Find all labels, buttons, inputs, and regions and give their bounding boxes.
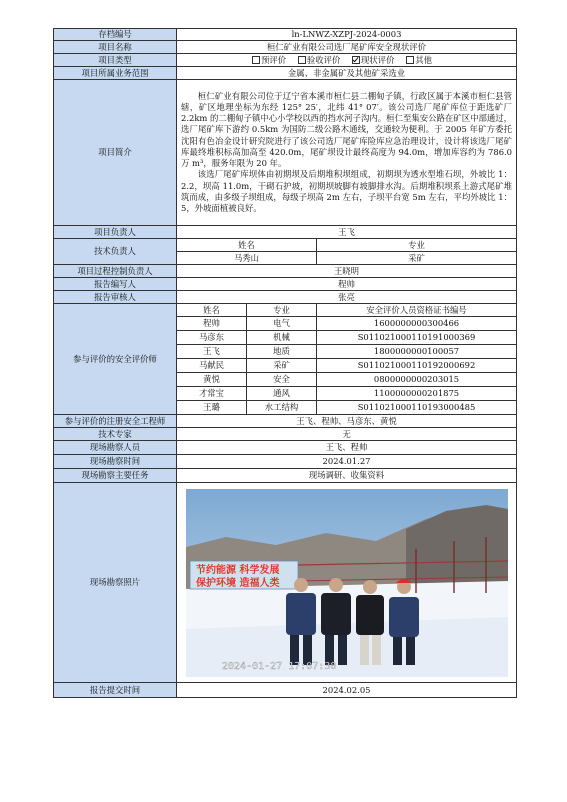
report-reviewer-label: 报告审核人 — [54, 291, 177, 304]
tech-lead-label: 技术负责人 — [54, 239, 177, 265]
site-time-label: 现场勘察时间 — [54, 455, 177, 469]
site-staff-label: 现场勘察人员 — [54, 441, 177, 455]
checkbox-icon — [298, 56, 306, 64]
tech-lead-major-header: 专业 — [317, 239, 517, 252]
tech-lead-major: 采矿 — [317, 252, 517, 265]
tech-experts-label: 技术专家 — [54, 428, 177, 441]
process-control-label: 项目过程控制负责人 — [54, 265, 177, 278]
option-pre-eval: 预评价 — [252, 55, 286, 65]
site-task-value: 现场调研、收集资料 — [177, 469, 517, 483]
banner-text-2: 保护环境 造福人类 — [195, 577, 279, 589]
evaluator-name-header: 姓名 — [177, 304, 247, 317]
evaluator-major: 地质 — [247, 345, 317, 359]
reg-engineers-value: 王飞、程帅、马彦东、黄悦 — [177, 415, 517, 428]
report-writer-value: 程帅 — [177, 278, 517, 291]
tech-experts-value: 无 — [177, 428, 517, 441]
evaluator-cert: S011021000110193000485 — [317, 401, 517, 415]
project-lead-label: 项目负责人 — [54, 226, 177, 239]
checked-checkbox-icon — [352, 56, 360, 64]
evaluator-major-header: 专业 — [247, 304, 317, 317]
summary-label: 项目简介 — [54, 80, 177, 226]
photo-timestamp: 2024-01-27 17:07:38 — [221, 660, 336, 672]
evaluator-name: 才常宝 — [177, 387, 247, 401]
archive-no-value: ln-LNWZ-XZPJ-2024-0003 — [177, 29, 517, 41]
tech-lead-name: 马秀山 — [177, 252, 317, 265]
project-type-label: 项目类型 — [54, 54, 177, 67]
evaluator-major: 机械 — [247, 331, 317, 345]
project-name-label: 项目名称 — [54, 41, 177, 54]
evaluators-label: 参与评价的安全评价师 — [54, 304, 177, 415]
reg-engineers-label: 参与评价的注册安全工程师 — [54, 415, 177, 428]
site-staff-value: 王飞、程帅 — [177, 441, 517, 455]
summary-paragraph-1: 桓仁矿业有限公司位于辽宁省本溪市桓仁县二棚甸子镇，行政区属于本溪市桓仁县管辖，矿区地理坐标为东经 125° 25′，北纬 41° 07′。该公司选厂尾矿库位于距选矿厂 2.2km 的二棚甸子镇中心小学校以西的挡水河子沟内。桓仁至集安公路在矿区中部通过，选厂尾矿库下游约 0.5km 为国防二级公路木通线，交通较为便利。于 2005 年矿方委托沈阳有色冶金设计研究院进行了该公司选厂尾矿库险库应急治理设计，设计将该选厂尾矿库最终堆积标高加高至 420.0m，尾矿坝设计最终高度为 94.0m，增加库容约为 786.0 万 m³，服务年限为 20 年。 — [181, 90, 513, 169]
banner-text-1: 节约能源 科学发展 — [195, 564, 279, 576]
evaluator-major: 水工结构 — [247, 401, 317, 415]
site-photo — [186, 489, 508, 677]
evaluator-name: 马彦东 — [177, 331, 247, 345]
tech-lead-name-header: 姓名 — [177, 239, 317, 252]
site-time-value: 2024.01.27 — [177, 455, 517, 469]
checkbox-icon — [252, 56, 260, 64]
record-table — [53, 28, 517, 698]
evaluator-cert: 0800000000203015 — [317, 373, 517, 387]
evaluator-cert: 1100000000201875 — [317, 387, 517, 401]
evaluator-name: 王飞 — [177, 345, 247, 359]
project-name-value: 桓仁矿业有限公司选厂尾矿库安全现状评价 — [177, 41, 517, 54]
evaluator-major: 采矿 — [247, 359, 317, 373]
option-acceptance-eval: 验收评价 — [298, 55, 341, 65]
business-scope-value: 金属、非金属矿及其他矿采选业 — [177, 67, 517, 80]
summary-text — [177, 80, 517, 226]
evaluator-cert: 1600000000300466 — [317, 317, 517, 331]
evaluator-cert: S011021000110192000692 — [317, 359, 517, 373]
site-photo-cell — [177, 483, 517, 683]
evaluator-cert: S011021000110191000369 — [317, 331, 517, 345]
option-status-eval: 现状评价 — [352, 55, 395, 65]
business-scope-label: 项目所属业务范围 — [54, 67, 177, 80]
report-reviewer-value: 张亮 — [177, 291, 517, 304]
evaluator-cert-header: 安全评价人员资格证书编号 — [317, 304, 517, 317]
evaluator-cert: 1800000000100057 — [317, 345, 517, 359]
evaluator-major: 通风 — [247, 387, 317, 401]
submit-time-label: 报告提交时间 — [54, 683, 177, 698]
evaluator-major: 电气 — [247, 317, 317, 331]
option-other: 其他 — [406, 55, 432, 65]
evaluator-name: 马献民 — [177, 359, 247, 373]
evaluator-name: 程帅 — [177, 317, 247, 331]
process-control-value: 王晓明 — [177, 265, 517, 278]
project-lead-value: 王飞 — [177, 226, 517, 239]
report-writer-label: 报告编写人 — [54, 278, 177, 291]
evaluator-name: 黄悦 — [177, 373, 247, 387]
project-type-options — [177, 54, 517, 67]
site-task-label: 现场勘察主要任务 — [54, 469, 177, 483]
archive-no-label: 存档编号 — [54, 29, 177, 41]
evaluator-major: 安全 — [247, 373, 317, 387]
site-photo-label: 现场勘察照片 — [54, 483, 177, 683]
summary-paragraph-2: 该选厂尾矿库坝体由初期坝及后期堆积坝组成，初期坝为透水型堆石坝，外坡比 1：2.2，坝高 11.0m，干砌石护坡，初期坝坡脚有坡脚排水沟。后期堆积坝系上游式尾矿堆筑而成，由多级子坝组成，每级子坝高 2m 左右，子坝平台宽 5m 左右，平均外坡比 1：5，外坡面植被良好。 — [181, 169, 513, 213]
checkbox-icon — [406, 56, 414, 64]
evaluator-name: 王璐 — [177, 401, 247, 415]
submit-time-value: 2024.02.05 — [177, 683, 517, 698]
